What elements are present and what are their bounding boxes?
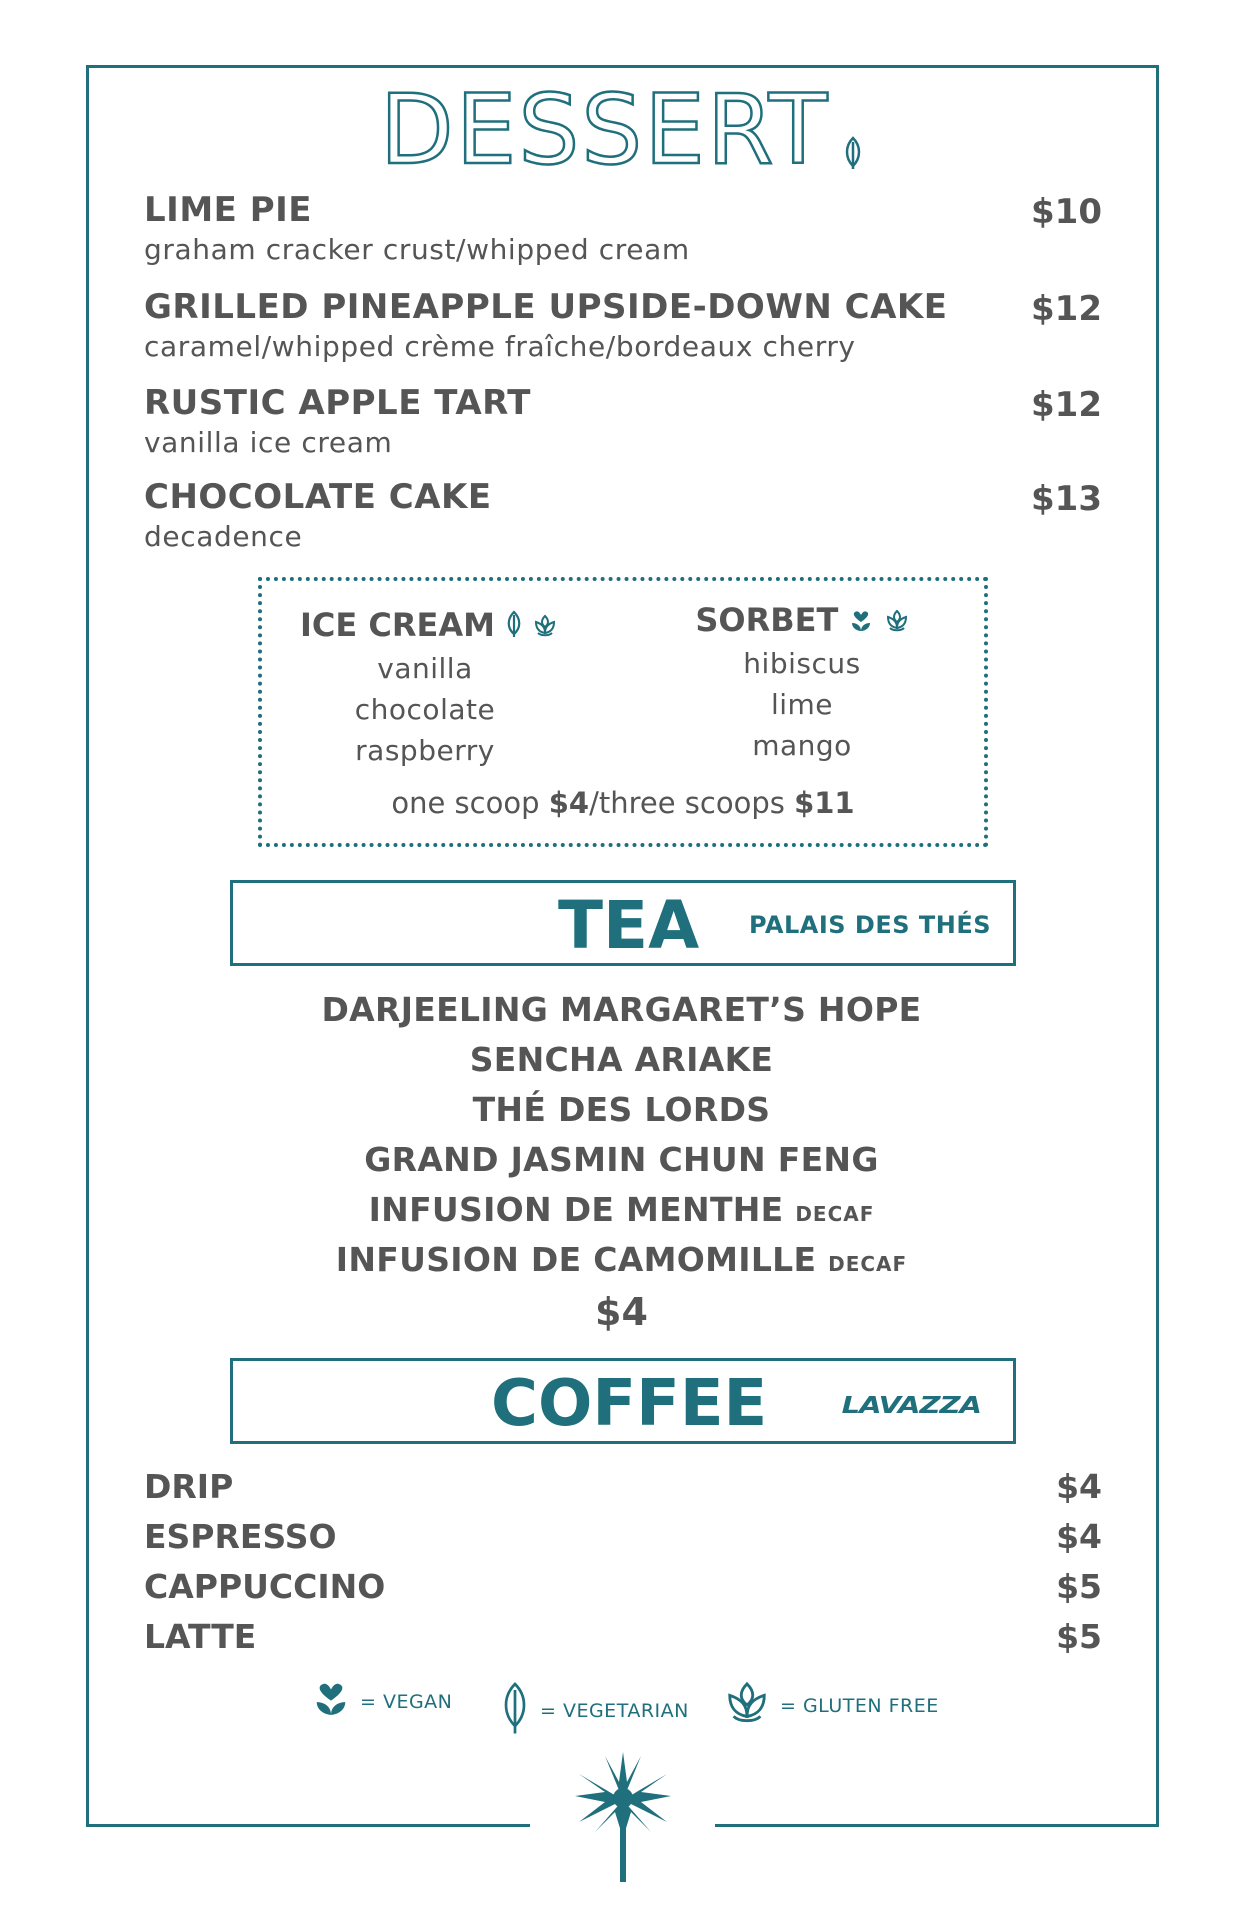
sorbet-column: [682, 601, 922, 766]
tea-list: [0, 985, 1243, 1285]
coffee-item: [144, 1517, 1102, 1567]
decaf-note: DECAF: [795, 1202, 875, 1226]
ice-cream-title: ICE CREAM: [300, 606, 495, 644]
dessert-item-desc: vanilla ice cream: [144, 426, 393, 460]
tea-item: [0, 1135, 1243, 1185]
coffee-item-name: CAPPUCCINO: [144, 1567, 386, 1606]
vegetarian-leaf-icon: [843, 89, 863, 185]
sorbet-flavor: lime: [770, 688, 834, 721]
dessert-item-name: GRILLED PINEAPPLE UPSIDE-DOWN CAKE: [144, 287, 948, 327]
gluten-free-wheat-icon: [885, 603, 909, 641]
ice-cream-column: [300, 606, 550, 771]
tea-item: [0, 1235, 1243, 1285]
tea-item: [0, 985, 1243, 1035]
coffee-item-name: LATTE: [144, 1617, 257, 1656]
ice-cream-flavor: chocolate: [354, 693, 496, 726]
frame-right: [1156, 65, 1159, 1827]
dessert-item-name: CHOCOLATE CAKE: [144, 477, 492, 517]
sorbet-title: SORBET: [695, 601, 839, 639]
three-scoops-price: $11: [794, 786, 855, 820]
tea-item-name: INFUSION DE MENTHE: [368, 1190, 784, 1229]
tea-brand-logo: PALAIS DES THÉS: [749, 911, 991, 939]
dessert-item-price: $13: [1031, 479, 1102, 519]
sorbet-title-row: [682, 601, 922, 641]
decaf-note: DECAF: [828, 1252, 908, 1276]
scoop-pricing: [262, 786, 984, 820]
ice-cream-flavor: raspberry: [355, 734, 495, 767]
dessert-item-desc: decadence: [144, 520, 303, 554]
price-separator: /: [589, 786, 599, 820]
gluten-free-wheat-icon: [724, 1680, 770, 1731]
vegan-heart-icon: [312, 1680, 350, 1723]
scoops-box: [258, 577, 988, 847]
dessert-item-price: $10: [1031, 192, 1102, 232]
dessert-item: [144, 192, 1102, 266]
coffee-item-price: $5: [1056, 1567, 1102, 1606]
tea-title: TEA: [558, 887, 700, 964]
vegetarian-leaf-icon: [500, 1680, 530, 1741]
dessert-item-name: RUSTIC APPLE TART: [144, 383, 531, 423]
legend-vegetarian-label: = VEGETARIAN: [540, 1699, 689, 1722]
three-scoops-label: three scoops: [598, 786, 785, 820]
dessert-item-name: LIME PIE: [144, 190, 313, 230]
coffee-brand-logo: LAVAZZA: [841, 1391, 981, 1419]
dessert-item-price: $12: [1031, 289, 1102, 329]
frame-bottom-right: [715, 1824, 1159, 1827]
tea-price: $4: [595, 1290, 648, 1334]
dessert-item: [144, 385, 1102, 459]
coffee-item-price: $4: [1056, 1517, 1102, 1556]
frame-top: [86, 65, 1159, 68]
tea-item-name: THÉ DES LORDS: [472, 1090, 771, 1129]
coffee-banner: [230, 1358, 1016, 1444]
tea-item-name: DARJEELING MARGARET’S HOPE: [321, 990, 922, 1029]
tea-banner: [230, 880, 1016, 966]
frame-bottom-left: [86, 1824, 530, 1827]
coffee-item-price: $5: [1056, 1617, 1102, 1656]
legend-vegan-label: = VEGAN: [360, 1690, 453, 1713]
coffee-item-price: $4: [1056, 1467, 1102, 1506]
legend-gluten-free: [724, 1680, 939, 1731]
legend-gluten-free-label: = GLUTEN FREE: [780, 1694, 939, 1717]
tea-item: [0, 1185, 1243, 1235]
dessert-item: [144, 479, 1102, 553]
sorbet-flavor: hibiscus: [743, 647, 861, 680]
one-scoop-price: $4: [548, 786, 590, 820]
dessert-item-desc: caramel/whipped crème fraîche/bordeaux cherry: [144, 330, 856, 364]
palm-tree-logo-icon: [575, 1752, 671, 1882]
legend-vegan: [312, 1680, 452, 1723]
dessert-title: DESSERT: [379, 74, 830, 186]
tea-item-name: GRAND JASMIN CHUN FENG: [364, 1140, 879, 1179]
vegetarian-leaf-icon: [506, 608, 522, 646]
dessert-title-block: [0, 74, 1243, 186]
coffee-item: [144, 1467, 1102, 1517]
ice-cream-title-row: [300, 606, 550, 646]
coffee-item: [144, 1617, 1102, 1667]
vegan-heart-icon: [849, 603, 873, 641]
tea-item: [0, 1035, 1243, 1085]
coffee-title: COFFEE: [491, 1367, 768, 1441]
ice-cream-flavor: vanilla: [377, 652, 473, 685]
dessert-item-desc: graham cracker crust/whipped cream: [144, 233, 690, 267]
dessert-item: [144, 289, 1102, 363]
coffee-item-name: ESPRESSO: [144, 1517, 337, 1556]
frame-left: [86, 65, 89, 1827]
coffee-item-name: DRIP: [144, 1467, 234, 1506]
dessert-item-price: $12: [1031, 385, 1102, 425]
sorbet-flavor: mango: [752, 729, 852, 762]
tea-item-name: INFUSION DE CAMOMILLE: [335, 1240, 817, 1279]
one-scoop-label: one scoop: [391, 786, 540, 820]
legend-vegetarian: [500, 1680, 689, 1741]
tea-item-name: SENCHA ARIAKE: [469, 1040, 774, 1079]
coffee-item: [144, 1567, 1102, 1617]
tea-item: [0, 1085, 1243, 1135]
gluten-free-wheat-icon: [533, 608, 557, 646]
